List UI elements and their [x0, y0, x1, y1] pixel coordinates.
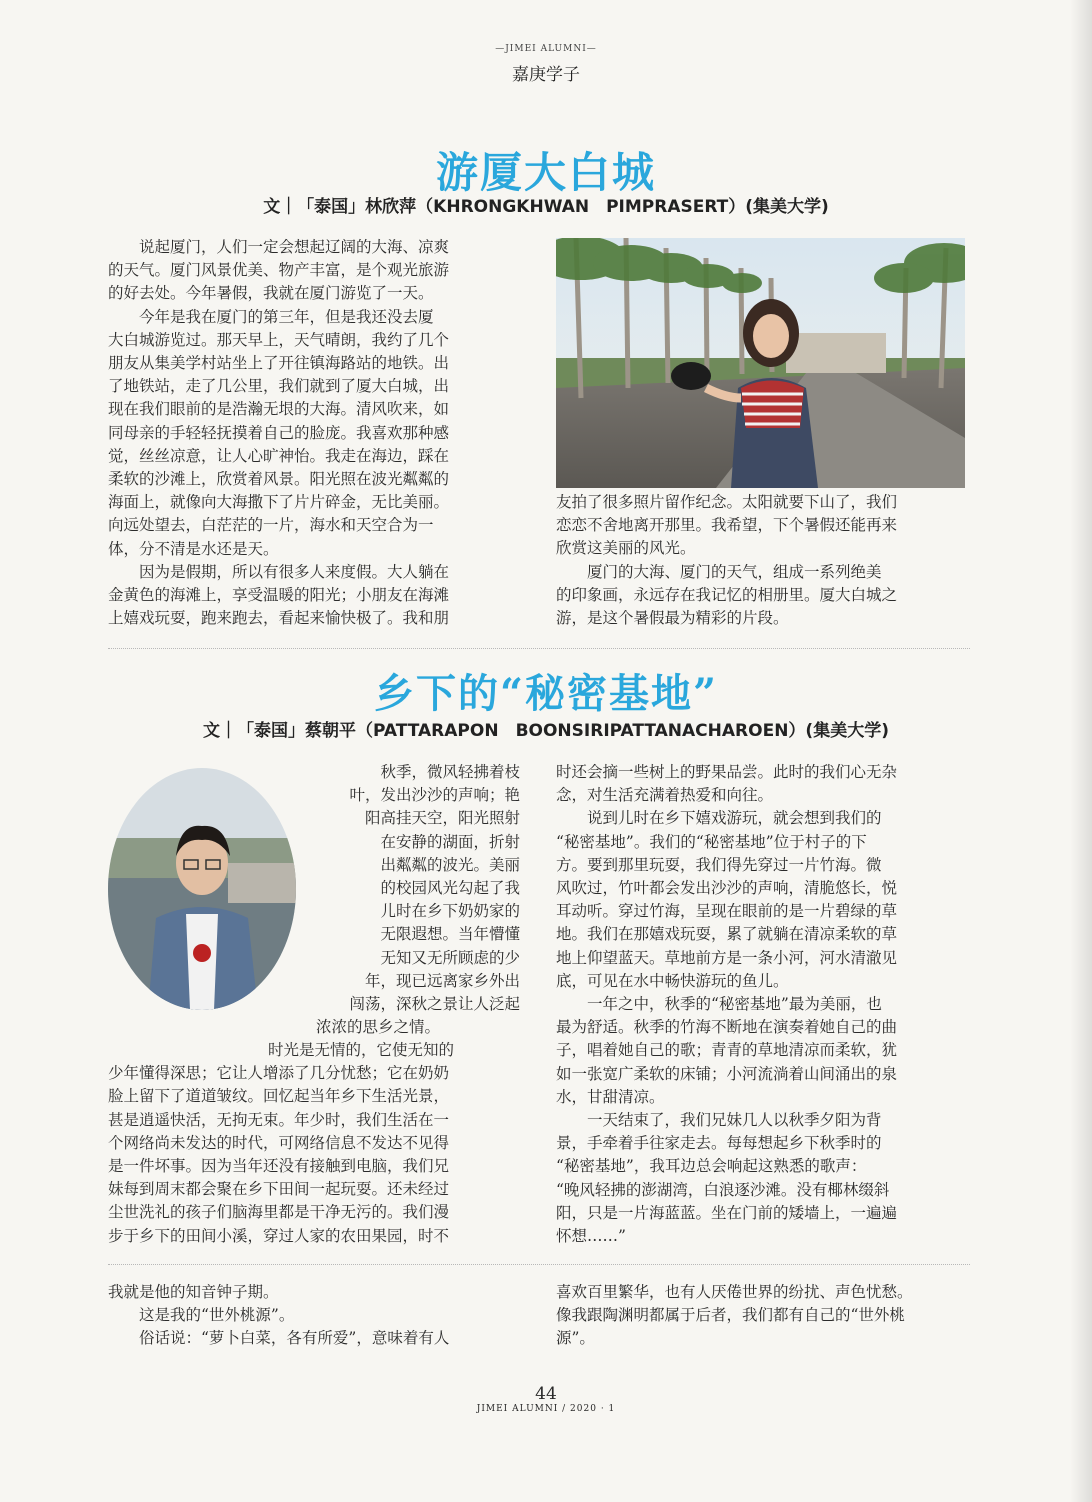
text-line: 风吹过，竹叶都会发出沙沙的声响，清脆悠长，悦 — [556, 879, 898, 898]
text-line: 同母亲的手轻轻抚摸着自己的脸庞。我喜欢那种感 — [108, 423, 450, 442]
text-line: 俗话说：“萝卜白菜，各有所爱”，意味着有人 — [139, 1329, 450, 1348]
text-line: 海面上，就像向大海撒下了片片碎金，无比美丽。 — [108, 493, 450, 512]
text-line: 一年之中，秋季的“秘密基地”最为美丽，也 — [587, 995, 882, 1014]
article1-byline: 文｜「泰国」林欣萍（KHRONGKHWAN PIMPRASERT）(集美大学) — [263, 197, 829, 217]
text-line: 喜欢百里繁华，也有人厌倦世界的纷扰、声色忧愁。 — [556, 1283, 913, 1301]
article-divider — [108, 648, 970, 649]
text-line: 怀想……” — [556, 1227, 626, 1246]
text-line: 向远处望去，白茫茫的一片，海水和天空合为一 — [108, 516, 434, 535]
young-man-portrait-photo — [108, 768, 296, 1010]
text-line: 妹每到周末都会聚在乡下田间一起玩耍。还未经过 — [108, 1180, 450, 1199]
page-edge-shadow — [1070, 0, 1092, 1502]
text-line: 脸上留下了道道皱纹。回忆起当年乡下生活光景， — [108, 1087, 450, 1106]
text-line: 年，现已远离家乡外出 — [364, 971, 520, 990]
text-line: 大白城游览过。那天早上，天气晴朗，我约了几个 — [108, 330, 450, 349]
text-line: 方。要到那里玩耍，我们得先穿过一片竹海。微 — [556, 855, 882, 874]
text-line: 因为是假期，所以有很多人来度假。大人躺在 — [139, 562, 450, 581]
text-line: “秘密基地”，我耳边总会响起这熟悉的歌声： — [556, 1157, 867, 1176]
article1-title: 游厦大白城 — [435, 148, 656, 197]
text-line: 这是我的“世外桃源”。 — [139, 1306, 295, 1325]
text-line: 少年懂得深思；它让人增添了几分忧愁；它在奶奶 — [108, 1064, 450, 1083]
article2-portrait — [108, 768, 296, 1010]
text-line: 如一张宽广柔软的床铺；小河流淌着山间涌出的泉 — [556, 1064, 898, 1083]
text-line: 上嬉戏玩耍，跑来跑去，看起来愉快极了。我和朋 — [108, 609, 450, 628]
text-line: 一天结束了，我们兄妹几人以秋季夕阳为背 — [587, 1111, 882, 1130]
text-line: 友拍了很多照片留作纪念。太阳就要下山了，我们 — [556, 493, 898, 511]
bottom-right-column — [556, 1281, 968, 1351]
text-line: 时光是无情的，它使无知的 — [268, 1041, 455, 1059]
text-line: 欣赏这美丽的风光。 — [556, 539, 696, 558]
text-line: 时还会摘一些树上的野果品尝。此时的我们心无杂 — [556, 763, 898, 781]
article2-title: 乡下的“秘密基地” — [373, 670, 718, 717]
text-line: 的印象画，永远存在我记忆的相册里。厦大白城之 — [556, 585, 898, 604]
text-line: 柔软的沙滩上，欣赏着风景。阳光照在波光粼粼的 — [108, 470, 450, 489]
text-line: 金黄色的海滩上，享受温暖的阳光；小朋友在海滩 — [108, 586, 450, 605]
text-line: 阳，只是一片海蓝蓝。坐在门前的矮墙上，一遍遍 — [556, 1203, 898, 1222]
text-line: 现在我们眼前的是浩瀚无垠的大海。清风吹来，如 — [108, 400, 450, 419]
text-line: 底，可见在水中畅快游玩的鱼儿。 — [556, 971, 789, 990]
text-line: 阳高挂天空，阳光照射 — [364, 809, 520, 828]
bottom-left-column — [108, 1281, 520, 1351]
text-line: 步于乡下的田间小溪，穿过人家的农田果园，时不 — [108, 1226, 450, 1245]
magazine-name: —JIMEI ALUMNI— — [495, 44, 597, 54]
text-line: 念，对生活充满着热爱和向往。 — [556, 786, 774, 805]
text-line: 甚是逍遥快活，无拘无束。年少时，我们生活在一 — [108, 1110, 450, 1129]
text-line: 了地铁站，走了几公里，我们就到了厦大白城，出 — [108, 377, 450, 396]
article1-photo — [556, 238, 965, 488]
bottom-divider — [108, 1264, 970, 1265]
article2-byline: 文｜「泰国」蔡朝平（PATTARAPON BOONSIRIPATTANACHAROEN）(集美大学) — [203, 721, 889, 741]
article1-left-column — [108, 236, 516, 630]
article2-right-column — [556, 761, 968, 1248]
text-line: 水，甘甜清凉。 — [556, 1087, 665, 1106]
text-line: 无限遐想。当年懵懂 — [380, 925, 520, 944]
text-line: 是一件坏事。因为当年还没有接触到电脑，我们兄 — [108, 1157, 450, 1176]
text-line: 最为舒适。秋季的竹海不断地在演奏着她自己的曲 — [556, 1018, 898, 1037]
text-line: 恋恋不舍地离开那里。我希望，下个暑假还能再来 — [556, 516, 898, 535]
article1-right-column — [556, 491, 966, 630]
text-line: 浓浓的思乡之情。 — [316, 1018, 441, 1037]
text-line: 我就是他的知音钟子期。 — [108, 1283, 279, 1301]
text-line: 说起厦门，人们一定会想起辽阔的大海、凉爽 — [139, 238, 450, 256]
text-line: 叶，发出沙沙的声响；艳 — [349, 786, 520, 805]
text-line: 个网络尚未发达的时代，可网络信息不发达不见得 — [108, 1133, 450, 1152]
text-line: 子，唱着她自己的歌；青青的草地清凉而柔软，犹 — [556, 1041, 898, 1060]
text-line: 地上仰望蓝天。草地前方是一条小河，河水清澈见 — [556, 948, 898, 967]
text-line: 尘世洗礼的孩子们脑海里都是干净无污的。我们漫 — [108, 1203, 450, 1222]
text-line: 的好去处。今年暑假，我就在厦门游览了一天。 — [108, 284, 434, 303]
text-line: 像我跟陶渊明都属于后者，我们都有自己的“世外桃 — [556, 1306, 905, 1325]
text-line: 出粼粼的波光。美丽 — [380, 855, 520, 874]
text-line: “秘密基地”。我们的“秘密基地”位于村子的下 — [556, 832, 867, 851]
text-line: 觉，丝丝凉意，让人心旷神怡。我走在海边，踩在 — [108, 446, 450, 465]
page-number: 44 — [535, 1384, 557, 1404]
text-line: 朋友从集美学村站坐上了开往镇海路站的地铁。出 — [108, 354, 450, 373]
text-line: 的校园风光勾起了我 — [380, 879, 520, 898]
text-line: 闯荡，深秋之景让人泛起 — [349, 995, 520, 1014]
text-line: 景，手牵着手往家走去。每每想起乡下秋季时的 — [556, 1134, 882, 1153]
text-line: 体，分不清是水还是天。 — [108, 539, 279, 558]
text-line: “晚风轻拂的澎湖湾，白浪逐沙滩。没有椰林缀斜 — [556, 1180, 890, 1199]
section-title: 嘉庚学子 — [512, 65, 580, 85]
text-line: 的天气。厦门风景优美、物产丰富，是个观光旅游 — [108, 261, 450, 280]
text-line: 在安静的湖面，折射 — [380, 832, 520, 851]
text-line: 地。我们在那嬉戏玩耍，累了就躺在清凉柔软的草 — [556, 925, 898, 944]
girl-under-palm-trees-photo — [556, 238, 965, 488]
text-line: 游，是这个暑假最为精彩的片段。 — [556, 609, 789, 628]
text-line: 耳动听。穿过竹海，呈现在眼前的是一片碧绿的草 — [556, 902, 898, 921]
text-line: 秋季，微风轻拂着枝 — [380, 763, 520, 781]
text-line: 厦门的大海、厦门的天气，组成一系列绝美 — [587, 562, 882, 581]
issue-label: JIMEI ALUMNI / 2020 · 1 — [476, 1404, 616, 1414]
text-line: 源”。 — [556, 1329, 595, 1348]
article2-wrap-column — [300, 761, 520, 1039]
article2-left-column — [108, 1039, 520, 1248]
text-line: 无知又无所顾虑的少 — [380, 948, 520, 967]
text-line: 说到儿时在乡下嬉戏游玩，就会想到我们的 — [587, 809, 882, 828]
text-line: 今年是我在厦门的第三年，但是我还没去厦 — [139, 307, 434, 326]
text-line: 儿时在乡下奶奶家的 — [380, 902, 520, 921]
